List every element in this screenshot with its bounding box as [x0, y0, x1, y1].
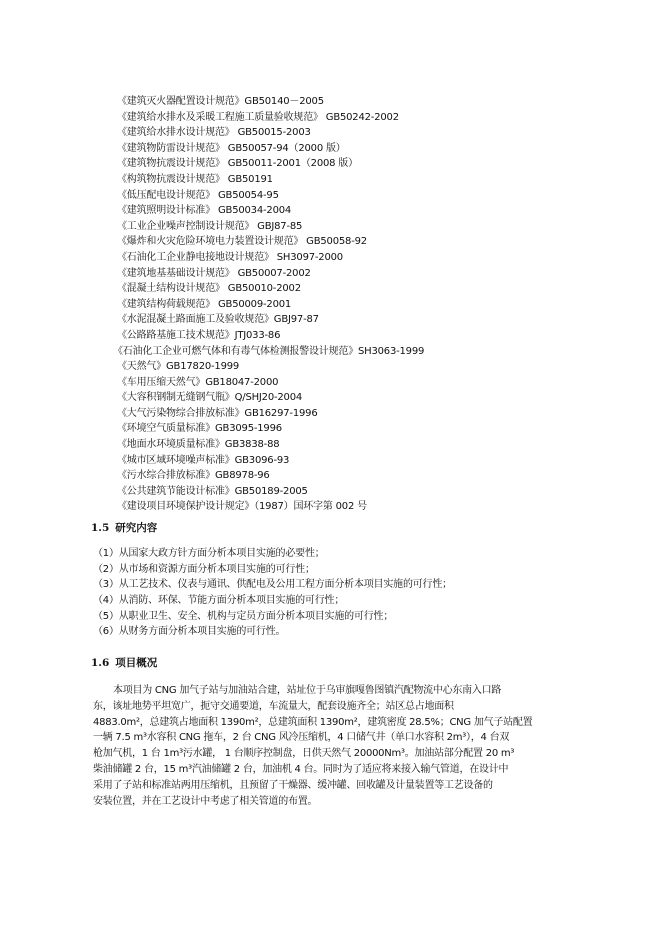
- research-item: （1）从国家大政方针方面分析本项目实施的必要性；: [93, 548, 325, 559]
- standard-item: 《建筑给水排水及采暖工程施工质量验收规范》 GB50242-2002: [117, 111, 399, 123]
- standard-item: 《建设项目环境保护设计规定》（1987）国环字第 002 号: [117, 501, 367, 513]
- section-number: 1.6: [91, 657, 110, 669]
- section-number: 1.5: [91, 522, 110, 534]
- paragraph-line: 一辆 7.5 m³水容积 CNG 拖车，2 台 CNG 风冷压缩机，4 口储气井（单口水容积 2m³），4 台双: [93, 732, 510, 744]
- research-content-list: [93, 546, 513, 640]
- paragraph-line: 东，该址地势平坦宽广，扼守交通要道，车流量大，配套设施齐全；站区总占地面积: [93, 700, 454, 712]
- standard-item: 《爆炸和火灾危险环境电力装置设计规范》 GB50058-92: [117, 236, 367, 248]
- paragraph-line: 安装位置，并在工艺设计中考虑了相关管道的布置。: [93, 795, 318, 807]
- standard-item: 《建筑结构荷载规范》 GB50009-2001: [117, 298, 292, 310]
- section-title: 项目概况: [115, 657, 158, 669]
- standard-item: 《大容积钢制无缝钢气瓶》Q/SHJ20-2004: [117, 392, 303, 404]
- standards-list: [113, 94, 537, 515]
- paragraph-line: 枪加气机，1 台 1m³污水罐， 1 台顺序控制盘，日供天然气 20000Nm³。加油站部分配置 20 m³: [93, 748, 515, 760]
- standard-item: 《大气污染物综合排放标准》GB16297-1996: [117, 407, 318, 419]
- standard-item: 《公共建筑节能设计标准》GB50189-2005: [117, 485, 308, 497]
- standard-item: 《建筑灭火器配置设计规范》GB50140－2005: [117, 96, 324, 107]
- standard-item: 《水泥混凝土路面施工及验收规范》GBJ97-87: [117, 314, 319, 326]
- section-heading-1-6: [91, 655, 157, 670]
- research-item: （2）从市场和资源方面分析本项目实施的可行性；: [93, 563, 315, 575]
- standard-item: 《构筑物抗震设计规范》 GB50191: [117, 173, 273, 185]
- standard-item: 《环境空气质量标准》GB3095-1996: [117, 423, 282, 435]
- research-item: （5）从职业卫生、安全、机构与定员方面分析本项目实施的可行性；: [93, 610, 394, 622]
- standard-item: 《石油化工企业静电接地设计规范》 SH3097-2000: [117, 251, 343, 263]
- standard-item: 《建筑地基基础设计规范》 GB50007-2002: [117, 267, 311, 279]
- paragraph-line: 4883.0m²，总建筑占地面积 1390m²，总建筑面积 1390m²，建筑密度 28.5%；CNG 加气子站配置: [93, 716, 533, 728]
- paragraph-line: 柴油储罐 2 台，15 m³汽油储罐 2 台，加油机 4 台。同时为了适应将来接入输气管道，在设计中: [93, 763, 509, 775]
- standard-item: 《城市区域环境噪声标准》GB3096-93: [117, 454, 290, 466]
- standard-item: 《地面水环境质量标准》GB3838-88: [117, 439, 280, 451]
- paragraph-line: 本项目为 CNG 加气子站与加油站合建，站址位于乌审旗嘎鲁图镇汽配物流中心东南入口路: [113, 685, 502, 696]
- standard-item: 《混凝土结构设计规范》 GB50010-2002: [117, 283, 301, 295]
- standard-item: 《工业企业噪声控制设计规范》 GBJ87-85: [117, 220, 303, 232]
- standard-item: 《建筑给水排水设计规范》 GB50015-2003: [117, 127, 311, 139]
- section-heading-1-5: [91, 520, 157, 535]
- standard-item: 《公路路基施工技术规范》JTJ033-86: [117, 329, 281, 341]
- standard-item: 《建筑照明设计标准》 GB50034-2004: [117, 205, 292, 217]
- standard-item: 《建筑物抗震设计规范》 GB50011-2001（2008 版）: [117, 158, 358, 170]
- standard-item: 《石油化工企业可燃气体和有毒气体检测报警设计规范》SH3063-1999: [113, 345, 425, 357]
- standard-item: 《建筑物防雷设计规范》 GB50057-94（2000 版）: [117, 142, 346, 154]
- standard-item: 《车用压缩天然气》GB18047-2000: [117, 376, 279, 388]
- standard-item: 《污水综合排放标准》GB8978-96: [117, 470, 270, 482]
- paragraph-line: 采用了子站和标准站两用压缩机，且预留了干燥器、缓冲罐、回收罐及计量装置等工艺设备的: [93, 779, 493, 791]
- standard-item: 《天然气》GB17820-1999: [117, 361, 240, 373]
- section-title: 研究内容: [115, 522, 158, 534]
- research-item: （6）从财务方面分析本项目实施的可行性。: [93, 626, 286, 638]
- research-item: （4）从消防、环保、节能方面分析本项目实施的可行性；: [93, 595, 345, 607]
- research-item: （3）从工艺技术、仪表与通讯、供配电及公用工程方面分析本项目实施的可行性；: [93, 579, 452, 591]
- standard-item: 《低压配电设计规范》 GB50054-95: [117, 189, 279, 201]
- project-overview-paragraph: [93, 683, 582, 809]
